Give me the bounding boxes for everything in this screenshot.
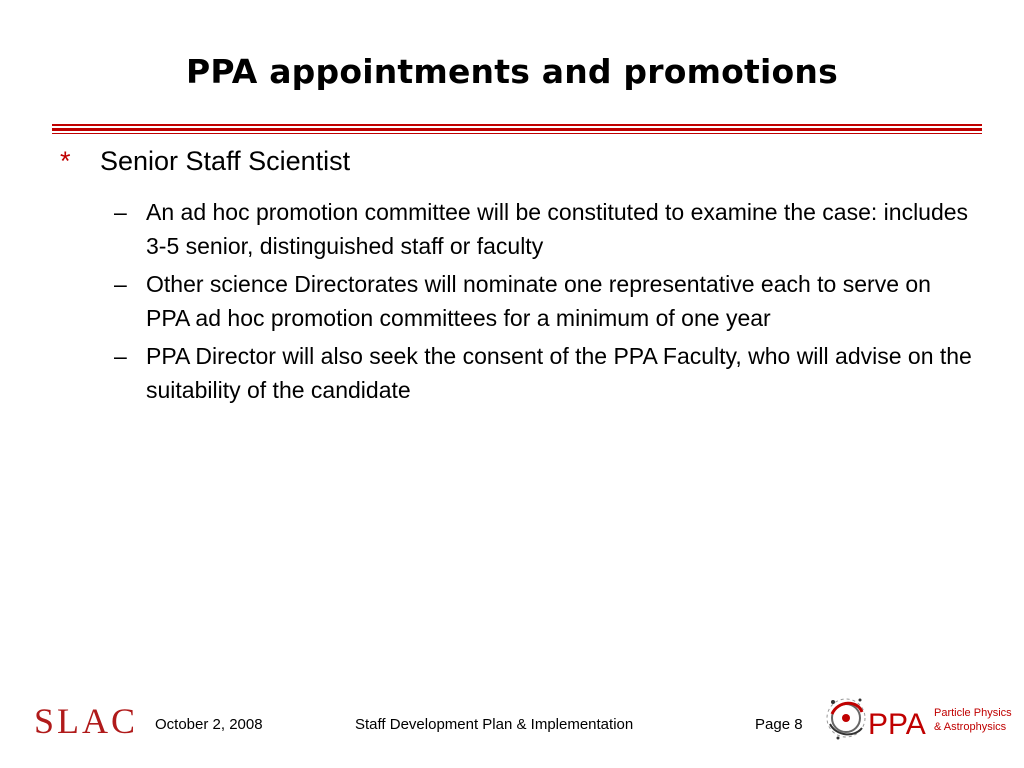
ppa-logo-line2: & Astrophysics xyxy=(934,721,1007,733)
title-divider-line xyxy=(52,133,982,134)
bullet-marker: * xyxy=(60,146,71,176)
sub-bullet-list xyxy=(114,195,974,411)
title-divider-line xyxy=(52,124,982,126)
main-bullet-text: Senior Staff Scientist xyxy=(100,146,351,176)
title-divider-line xyxy=(52,128,982,131)
sub-bullet-text: An ad hoc promotion committee will be constituted to examine the case: includes 3-5 senior, distinguished staff or faculty xyxy=(146,199,969,259)
ppa-logo-name: PPA xyxy=(868,708,926,741)
ppa-logo xyxy=(824,688,1012,750)
dash-marker: – xyxy=(114,199,127,225)
ppa-logo-line1: Particle Physics xyxy=(934,707,1012,719)
slide-title: PPA appointments and promotions xyxy=(186,52,838,91)
orbit-icon xyxy=(827,699,865,740)
dash-marker: – xyxy=(114,343,127,369)
sub-bullet xyxy=(114,267,974,335)
sub-bullet xyxy=(114,195,974,263)
footer-date: October 2, 2008 xyxy=(155,716,263,733)
dash-marker: – xyxy=(114,271,127,297)
footer-title: Staff Development Plan & Implementation xyxy=(355,716,634,733)
page-number: Page 8 xyxy=(755,716,803,733)
slac-logo: SLAC xyxy=(34,701,139,741)
sub-bullet-text: Other science Directorates will nominate one representative each to serve on PPA ad hoc promotion committees for a minimum of one year xyxy=(146,271,931,331)
slide-footer xyxy=(0,701,1024,746)
sub-bullet xyxy=(114,339,974,407)
sub-bullet-text: PPA Director will also seek the consent of the PPA Faculty, who will advise on the suitability of the candidate xyxy=(146,343,972,403)
